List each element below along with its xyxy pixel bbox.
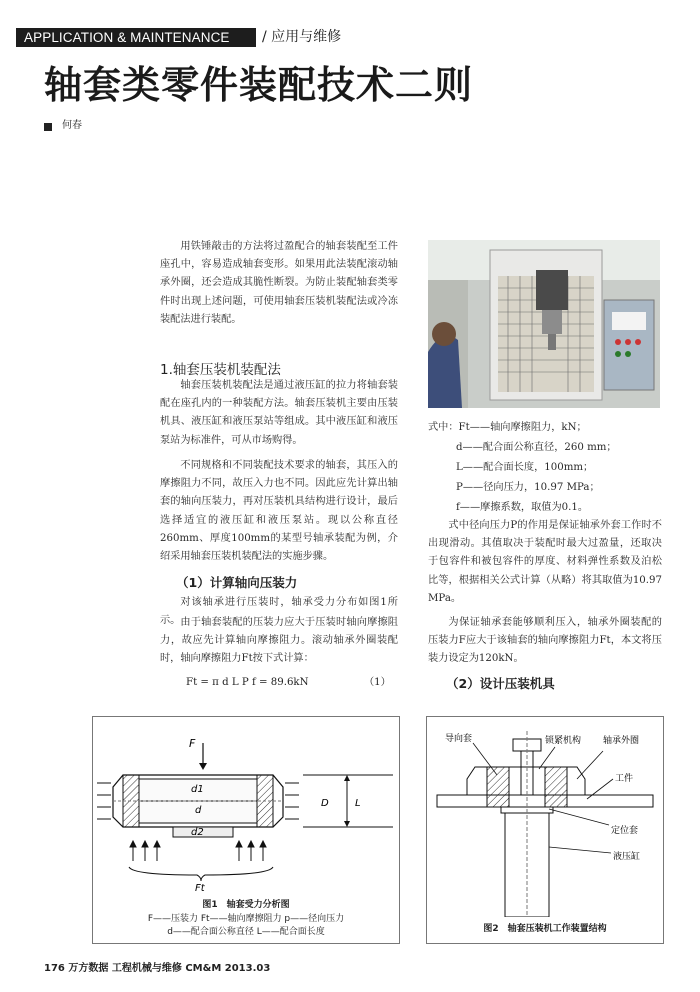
- right-paragraph-1: 式中径向压力P的作用是保证轴承外套工作时不出现滑动。其值取决于装配时最大过盈量，还取决于包容件和被包容件的厚度、材料弹性系数及泊松比等，根据相关公式计算（从略）将其取值为10.97 MPa。: [428, 520, 662, 604]
- label-d: d: [195, 805, 202, 816]
- figure-1-caption: 图1 轴套受力分析图: [202, 900, 290, 910]
- article-title: 轴套类零件装配技术二则: [44, 63, 474, 107]
- figure-1: [92, 716, 400, 944]
- page-footer: 176 万方数据 工程机械与维修 CM&M 2013.03: [44, 963, 271, 974]
- figure-2-caption: 图2 轴套压装机工作装置结构: [483, 924, 607, 934]
- label-Ft: Ft: [195, 883, 205, 893]
- label-d2: d2: [191, 827, 204, 838]
- section-1-paragraph-1: 轴套压装机装配法是通过液压缸的拉力将轴套装配在座孔内的一种装配方法。轴套压装机主要由压装机具、液压缸和液压泵站等组成。其中液压缸和液压泵站为标准件，可从市场购得。: [160, 380, 398, 446]
- label-guide-sleeve: 导向套: [445, 734, 473, 744]
- formula-1-number: （1）: [364, 677, 391, 688]
- section-label-en: APPLICATION & MAINTENANCE: [24, 30, 230, 45]
- figure-2-diagram: [427, 717, 663, 917]
- label-lock-mechanism: 锁紧机构: [545, 736, 582, 746]
- label-d1: d1: [191, 784, 204, 795]
- author-name: 何春: [62, 120, 82, 131]
- formula-definition-5: f——摩擦系数，取值为0.1。: [456, 502, 589, 513]
- subsection-1-paragraph-1: 对该轴承进行压装时，轴承受力分布如图1所示。: [160, 597, 398, 627]
- label-workpiece: 工件: [615, 774, 634, 784]
- section-1-heading: 1.轴套压装机装配法: [160, 362, 281, 378]
- figure-1-diagram: [93, 717, 399, 893]
- subsection-1-heading: （1）计算轴向压装力: [176, 575, 298, 590]
- figure-1-legend-1: F——压装力 Ft——轴向摩擦阻力 p——径向压力: [147, 914, 345, 924]
- label-F: F: [189, 737, 196, 750]
- intro-paragraph: 用铁锤敲击的方法将过盈配合的轴套装配至工件座孔中，容易造成轴套变形。如果用此法装配滚动轴承外圈，还会造成其脆性断裂。为防止装配轴套类零件时出现上述问题，可使用轴套压装机装配法或冷冻装配法进行装配。: [160, 241, 398, 325]
- subsection-2-heading: （2）设计压装机具: [446, 676, 555, 691]
- figure-2: [426, 716, 664, 944]
- formula-definition-2: d——配合面公称直径，260 mm；: [456, 442, 617, 453]
- formula-definition-1: 式中：Ft——轴向摩擦阻力，kN；: [428, 422, 587, 433]
- label-D: D: [321, 798, 329, 809]
- label-bearing-outer-ring: 轴承外圈: [603, 736, 640, 746]
- label-hydraulic-cylinder: 液压缸: [613, 852, 641, 862]
- formula-1: Ft = π d L P f = 89.6kN: [186, 677, 309, 688]
- formula-definition-4: P——径向压力，10.97 MPa；: [456, 482, 600, 493]
- right-paragraph-2: 为保证轴承套能够顺利压入，轴承外圈装配的压装力F应大于该轴套的轴向摩擦阻力Ft，本文将压装力设定为120kN。: [428, 617, 662, 665]
- author-bullet-icon: [44, 123, 52, 131]
- section-label-cn: / 应用与维修: [262, 29, 342, 45]
- formula-definition-3: L——配合面长度，100mm；: [456, 462, 594, 473]
- press-machine-photo: [428, 240, 660, 408]
- label-L: L: [355, 798, 361, 809]
- label-locating-sleeve: 定位套: [611, 826, 639, 836]
- figure-1-legend-2: d——配合面公称直径 L——配合面长度: [167, 927, 325, 937]
- subsection-1-paragraph-2: 由于轴套装配的压装力应大于压装时轴向摩擦阻力，故应先计算轴向摩擦阻力。滚动轴承外圈装配时，轴向摩擦阻力Ft按下式计算：: [160, 617, 398, 665]
- section-1-paragraph-2: 不同规格和不同装配技术要求的轴套，其压入的摩擦阻力不同，故压入力也不同。因此应先计算出轴套的轴向压装力，再对压装机具结构进行设计，最后选择适宜的液压缸和液压泵站。现以公称直径260mm、厚度100mm的某型号轴承装配为例，介绍采用轴套压装机装配法的实施步骤。: [160, 460, 398, 563]
